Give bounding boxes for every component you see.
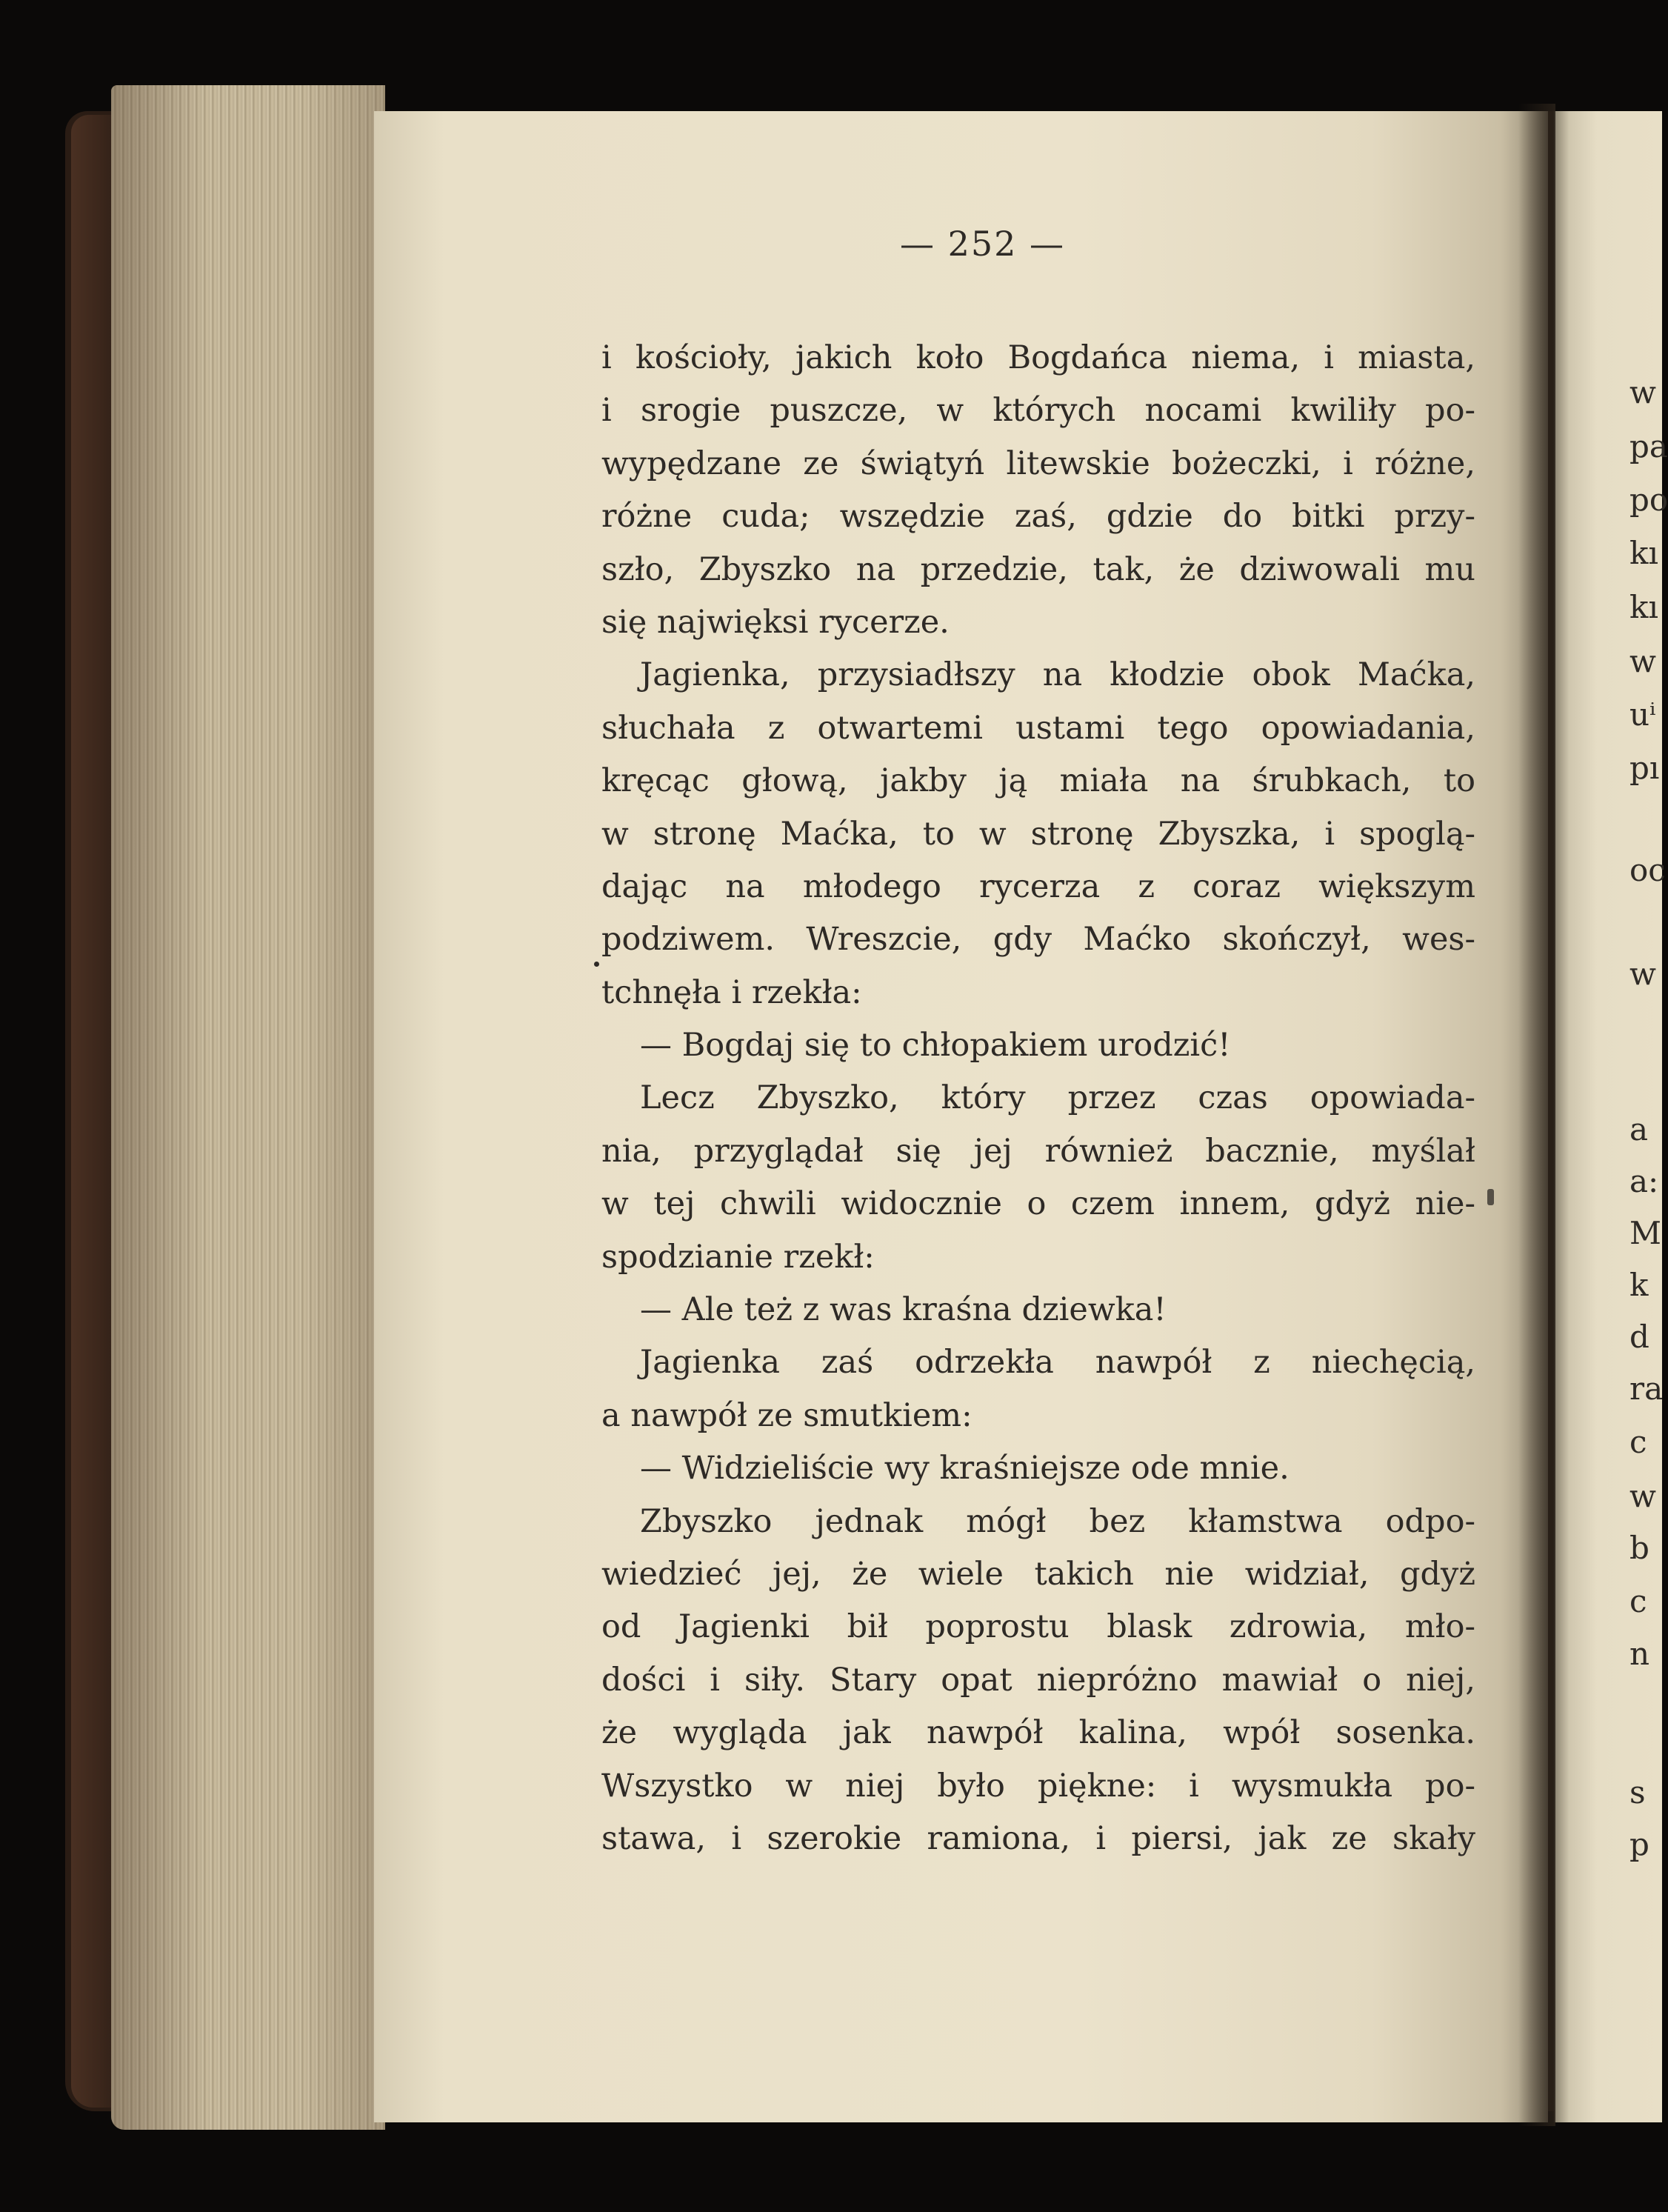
right-page-fragment: w xyxy=(1629,1478,1656,1514)
text-line: różne cuda; wszędzie zaś, gdzie do bitki przy- xyxy=(601,498,1475,536)
right-page-fragment: s xyxy=(1629,1774,1646,1810)
text-line: i kościoły, jakich koło Bogdańca niema, i miasta, xyxy=(601,339,1475,376)
right-page-fragment: b xyxy=(1629,1530,1649,1566)
right-page-fragment: c xyxy=(1629,1583,1647,1619)
right-page-fragment: a: xyxy=(1629,1163,1659,1199)
right-page-fragment: p xyxy=(1629,1826,1649,1862)
text-line: — Ale też z was kraśna dziewka! xyxy=(640,1291,1167,1329)
right-page-fragment: pı xyxy=(1629,750,1660,786)
text-line: od Jagienki bił poprostu blask zdrowia, mło- xyxy=(601,1608,1475,1646)
right-page-fragment: w xyxy=(1629,643,1656,679)
text-line: w stronę Maćka, to w stronę Zbyszka, i spoglą- xyxy=(601,815,1475,853)
right-page-fragment: kı xyxy=(1629,535,1658,571)
text-line: Jagienka zaś odrzekła nawpół z niechęcią, xyxy=(640,1344,1475,1382)
text-line: a nawpół ze smutkiem: xyxy=(601,1396,973,1434)
ink-dot xyxy=(594,962,599,967)
page-text xyxy=(601,332,1475,1865)
right-page-fragment: oc xyxy=(1629,852,1666,888)
right-page-fragment: po xyxy=(1629,482,1668,518)
right-page-fragment: k xyxy=(1629,1267,1649,1303)
text-line: słuchała z otwartemi ustami tego opowiadania, xyxy=(601,709,1475,747)
right-page-fragment: w xyxy=(1629,374,1656,410)
text-line: spodzianie rzekł: xyxy=(601,1238,875,1276)
text-line: dości i siły. Stary opat niepróżno mawiał o niej, xyxy=(601,1661,1475,1699)
text-line: nia, przyglądał się jej również bacznie, myślał xyxy=(601,1132,1475,1170)
text-line: się najwięksi rycerze. xyxy=(601,603,950,641)
text-line: i srogie puszcze, w których nocami kwiliły po- xyxy=(601,392,1475,430)
text-line: kręcąc głową, jakby ją miała na śrubkach, to xyxy=(601,762,1475,800)
text-line: dając na młodego rycerza z coraz większym xyxy=(601,867,1475,905)
text-line: Zbyszko jednak mógł bez kłamstwa odpo- xyxy=(640,1502,1475,1540)
right-page-fragment: w xyxy=(1629,956,1656,992)
right-page-fragment: M xyxy=(1629,1215,1662,1251)
text-line: Jagienka, przysiadłszy na kłodzie obok Maćka, xyxy=(640,656,1475,694)
right-page-fragment: n xyxy=(1629,1636,1650,1672)
text-line: — Widzieliście wy kraśniejsze ode mnie. xyxy=(640,1450,1290,1488)
text-line: podziwem. Wreszcie, gdy Maćko skończył, wes- xyxy=(601,921,1475,959)
text-line: Wszystko w niej było piękne: i wysmukła po- xyxy=(601,1767,1475,1805)
text-line: stawa, i szerokie ramiona, i piersi, jak ze skały xyxy=(601,1819,1475,1857)
text-line: wypędzane ze świątyń litewskie bożeczki, i różne, xyxy=(601,444,1475,482)
text-line: wiedzieć jej, że wiele takich nie widział, gdyż xyxy=(601,1555,1475,1593)
right-page-fragment: a xyxy=(1629,1111,1649,1147)
text-line: że wygląda jak nawpół kalina, wpół sosenka. xyxy=(601,1714,1475,1752)
page-stack-shade xyxy=(111,85,385,2130)
text-line: — Bogdaj się to chłopakiem urodzić! xyxy=(640,1027,1231,1065)
right-page-fragment: uⁱ xyxy=(1629,696,1656,733)
right-page-fragment: pa xyxy=(1629,428,1668,464)
text-line: Lecz Zbyszko, który przez czas opowiada- xyxy=(640,1079,1475,1117)
gutter-shadow xyxy=(1518,104,1555,2126)
right-page-fragment: ra xyxy=(1629,1370,1664,1407)
right-page-fragment: c xyxy=(1629,1424,1647,1460)
text-line: tchnęła i rzekła: xyxy=(601,973,862,1011)
ink-mark xyxy=(1487,1189,1494,1205)
page-number: — 252 — xyxy=(900,224,1066,264)
right-page-fragment: kı xyxy=(1629,589,1658,625)
right-page-fragment: d xyxy=(1629,1319,1649,1355)
text-line: szło, Zbyszko na przedzie, tak, że dziwowali mu xyxy=(601,550,1475,588)
text-line: w tej chwili widocznie o czem innem, gdyż nie- xyxy=(601,1185,1475,1223)
